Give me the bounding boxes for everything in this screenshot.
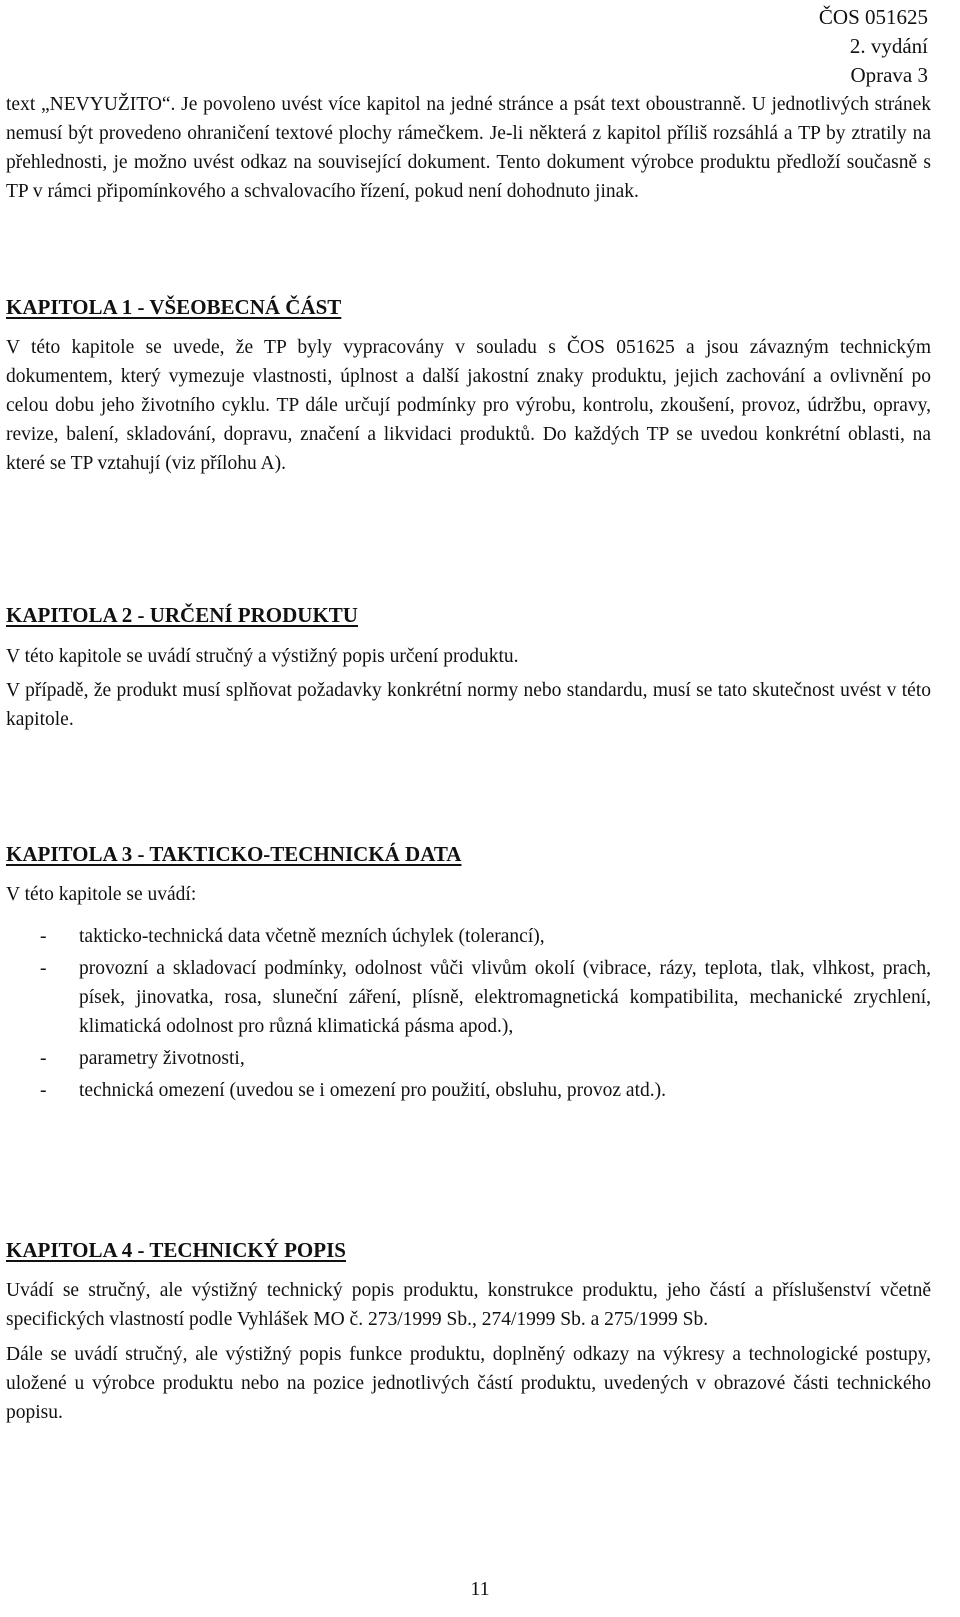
dash-bullet: - [40,926,47,947]
dash-bullet: - [40,1080,47,1101]
chapter-4-paragraph-1: Uvádí se stručný, ale výstižný technický popis produktu, konstrukce produktu, jeho částí a příslušenství včetně specifických vlastností podle Vyhlášek MO č. 273/1999 Sb., 274/1999 Sb. a 275/1999 Sb. [6,1280,931,1330]
edition: 2. vydání [849,34,928,58]
chapter-4-paragraph-2: Dále se uvádí stručný, ale výstižný popis funkce produktu, doplněný odkazy na výkresy a technologické postupy, uložené u výrobce produktu nebo na pozice jednotlivých částí produktu, uvedených v obrazové části technického popisu. [6,1344,931,1423]
chapter-3-list [6,922,931,1105]
intro-paragraph: text „NEVYUŽITO“. Je povoleno uvést více kapitol na jedné stránce a psát text oboustranně. U jednotlivých stránek nemusí být provedeno ohraničení textové plochy rámečkem. Je-li některá z kapitol příliš rozsáhlá a TP by ztratily na přehlednosti, je možno uvést odkaz na související dokument. Tento dokument výrobce produktu předloží současně s TP v rámci připomínkového a schvalovacího řízení, pokud není dohodnuto jinak. [6,94,931,202]
list-item-text: takticko-technická data včetně mezních úchylek (tolerancí), [79,926,545,947]
document-header [819,3,928,90]
list-item-text: parametry životnosti, [79,1048,245,1069]
amendment: Oprava 3 [850,63,928,87]
page-number: 11 [470,1578,490,1600]
dash-bullet: - [40,1048,47,1069]
list-item [6,922,931,951]
chapter-2-paragraph-1: V této kapitole se uvádí stručný a výstižný popis určení produktu. [6,646,519,667]
chapter-4-heading: KAPITOLA 4 - TECHNICKÝ POPIS [6,1238,346,1262]
list-item [6,1044,931,1073]
chapter-2-heading: KAPITOLA 2 - URČENÍ PRODUKTU [6,603,358,627]
chapter-3-intro: V této kapitole se uvádí: [6,884,197,905]
chapter-1-body [6,333,931,478]
chapter-1-paragraph: V této kapitole se uvede, že TP byly vypracovány v souladu s ČOS 051625 a jsou závazným technickým dokumentem, který vymezuje vlastnosti, úplnost a další jakostní znaky produktu, jejich zachování a ovlivnění po celou dobu jeho životního cyklu. TP dále určují podmínky pro výrobu, kontrolu, zkoušení, provoz, údržbu, opravy, revize, balení, skladování, dopravu, značení a likvidaci produktů. Do každých TP se uvedou konkrétní oblasti, na které se TP vztahují (viz přílohu A). [6,337,931,474]
chapter-3-heading: KAPITOLA 3 - TAKTICKO-TECHNICKÁ DATA [6,842,462,866]
list-item-text: technická omezení (uvedou se i omezení pro použití, obsluhu, provoz atd.). [79,1080,666,1101]
standard-code: ČOS 051625 [818,5,928,29]
dash-bullet: - [40,958,47,979]
list-item-text: provozní a skladovací podmínky, odolnost vůči vlivům okolí (vibrace, rázy, teplota, tlak, vlhkost, prach, písek, jinovatka, rosa, sluneční záření, plísně, elektromagnetická kompatibilita, mechanické zrychlení, klimatická odolnost pro různá klimatická pásma apod.), [79,958,931,1037]
list-item [6,1076,931,1105]
chapter-3-body [6,880,931,1105]
chapter-2-body [6,642,931,734]
chapter-2-paragraph-2: V případě, že produkt musí splňovat požadavky konkrétní normy nebo standardu, musí se tato skutečnost uvést v této kapitole. [6,680,931,730]
chapter-1-heading: KAPITOLA 1 - VŠEOBECNÁ ČÁST [6,295,342,319]
list-item [6,954,931,1041]
chapter-4-body [6,1276,931,1427]
intro-section [6,90,931,206]
